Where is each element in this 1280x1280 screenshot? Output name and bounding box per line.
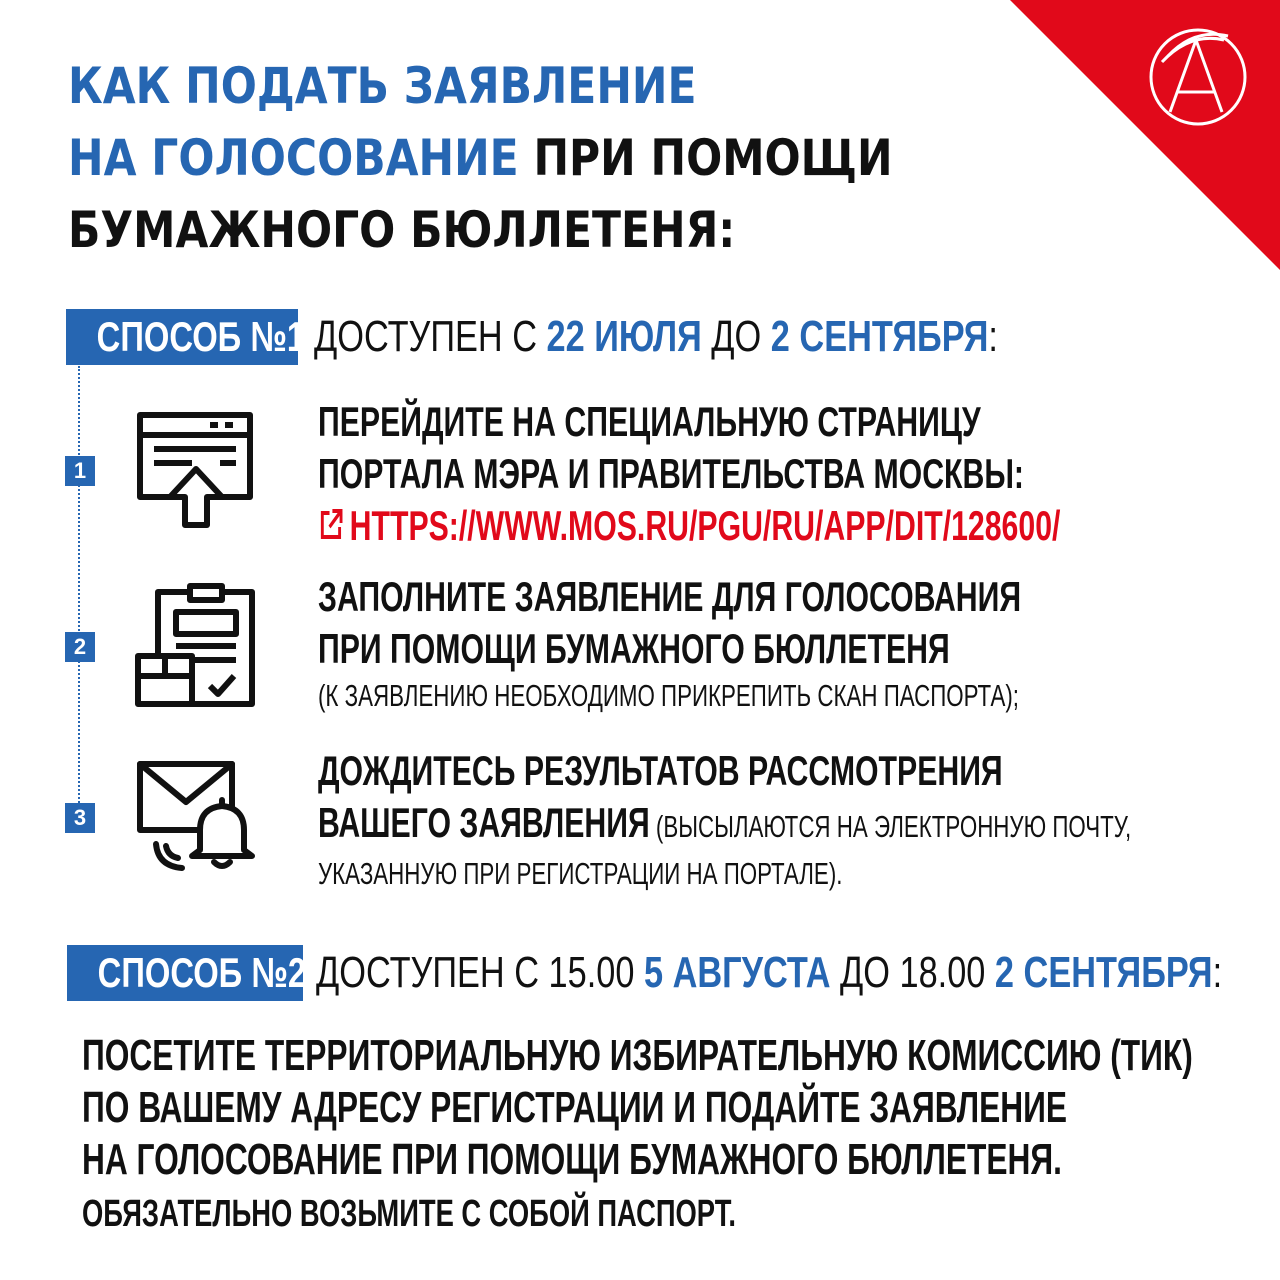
method-2-instructions: ПОСЕТИТЕ ТЕРРИТОРИАЛЬНУЮ ИЗБИРАТЕЛЬНУЮ КОМИССИЮ (ТИК) ПО ВАШЕМУ АДРЕСУ РЕГИСТРАЦИИ И ПОДАЙТЕ ЗАЯВЛЕНИЕ НА ГОЛОСОВАНИЕ ПРИ ПОМОЩИ БУМАЖНОГО БЮЛЛЕТЕНЯ. ОБЯЗАТЕЛЬНО ВОЗЬМИТЕ С СОБОЙ ПАСПОРТ. bbox=[82, 1031, 1193, 1235]
web-page-upload-icon bbox=[130, 405, 260, 535]
method-2-date-to: 2 СЕНТЯБРЯ bbox=[994, 948, 1213, 997]
portal-link[interactable] bbox=[318, 502, 1060, 549]
step-2-number: 2 bbox=[65, 632, 95, 662]
method-2-date-from: 5 АВГУСТА bbox=[643, 948, 831, 997]
steps-timeline bbox=[78, 366, 80, 826]
step-2-note: (К ЗАЯВЛЕНИЮ НЕОБХОДИМО ПРИКРЕПИТЬ СКАН ПАСПОРТА); bbox=[318, 678, 1019, 713]
title-line-2-black: ПРИ ПОМОЩИ bbox=[518, 129, 893, 187]
step-3-note-line: УКАЗАННУЮ ПРИ РЕГИСТРАЦИИ НА ПОРТАЛЕ). bbox=[318, 856, 843, 891]
portal-link-text[interactable]: HTTPS://WWW.MOS.RU/PGU/RU/APP/DIT/128600/ bbox=[349, 502, 1061, 549]
clipboard-form-icon bbox=[130, 580, 260, 710]
method-1-availability: ДОСТУПЕН С 22 ИЮЛЯ ДО 2 СЕНТЯБРЯ: bbox=[314, 312, 998, 361]
method-1-date-from: 22 ИЮЛЯ bbox=[546, 312, 702, 361]
step-1-number: 1 bbox=[65, 456, 95, 486]
step-3-text: ДОЖДИТЕСЬ РЕЗУЛЬТАТОВ РАССМОТРЕНИЯ ВАШЕГО ЗАЯВЛЕНИЯ (ВЫСЫЛАЮТСЯ НА ЭЛЕКТРОННУЮ ПОЧТУ, УКАЗАННУЮ ПРИ РЕГИСТРАЦИИ НА ПОРТАЛЕ). bbox=[318, 745, 1131, 895]
logo-corner bbox=[1010, 0, 1280, 270]
step-3-note-inline: (ВЫСЫЛАЮТСЯ НА ЭЛЕКТРОННУЮ ПОЧТУ, bbox=[649, 809, 1132, 844]
title-line-1: КАК ПОДАТЬ ЗАЯВЛЕНИЕ bbox=[68, 57, 697, 115]
step-2-text: ЗАПОЛНИТЕ ЗАЯВЛЕНИЕ ДЛЯ ГОЛОСОВАНИЯ ПРИ ПОМОЩИ БУМАЖНОГО БЮЛЛЕТЕНЯ (К ЗАЯВЛЕНИЮ НЕОБХОДИМО ПРИКРЕПИТЬ СКАН ПАСПОРТА); bbox=[318, 571, 1021, 717]
method-2-availability: ДОСТУПЕН С 15.00 5 АВГУСТА ДО 18.00 2 СЕНТЯБРЯ: bbox=[316, 948, 1223, 997]
method-1-badge: СПОСОБ №1. bbox=[66, 309, 298, 365]
method-2-badge: СПОСОБ №2. bbox=[67, 945, 303, 1001]
step-3-number: 3 bbox=[65, 803, 95, 833]
method-1-date-to: 2 СЕНТЯБРЯ bbox=[770, 312, 989, 361]
page-title bbox=[68, 50, 893, 266]
external-link-icon bbox=[318, 507, 344, 543]
method-2-note: ОБЯЗАТЕЛЬНО ВОЗЬМИТЕ С СОБОЙ ПАСПОРТ. bbox=[82, 1193, 736, 1235]
title-line-2-blue: НА ГОЛОСОВАНИЕ bbox=[68, 129, 519, 187]
title-line-3: БУМАЖНОГО БЮЛЛЕТЕНЯ: bbox=[68, 201, 736, 259]
step-1-text: ПЕРЕЙДИТЕ НА СПЕЦИАЛЬНУЮ СТРАНИЦУ ПОРТАЛА МЭРА И ПРАВИТЕЛЬСТВА МОСКВЫ: HTTPS://WWW.MOS.RU/PGU/RU/APP/DIT/128600/ bbox=[318, 398, 1061, 549]
mail-notification-icon bbox=[130, 750, 260, 880]
